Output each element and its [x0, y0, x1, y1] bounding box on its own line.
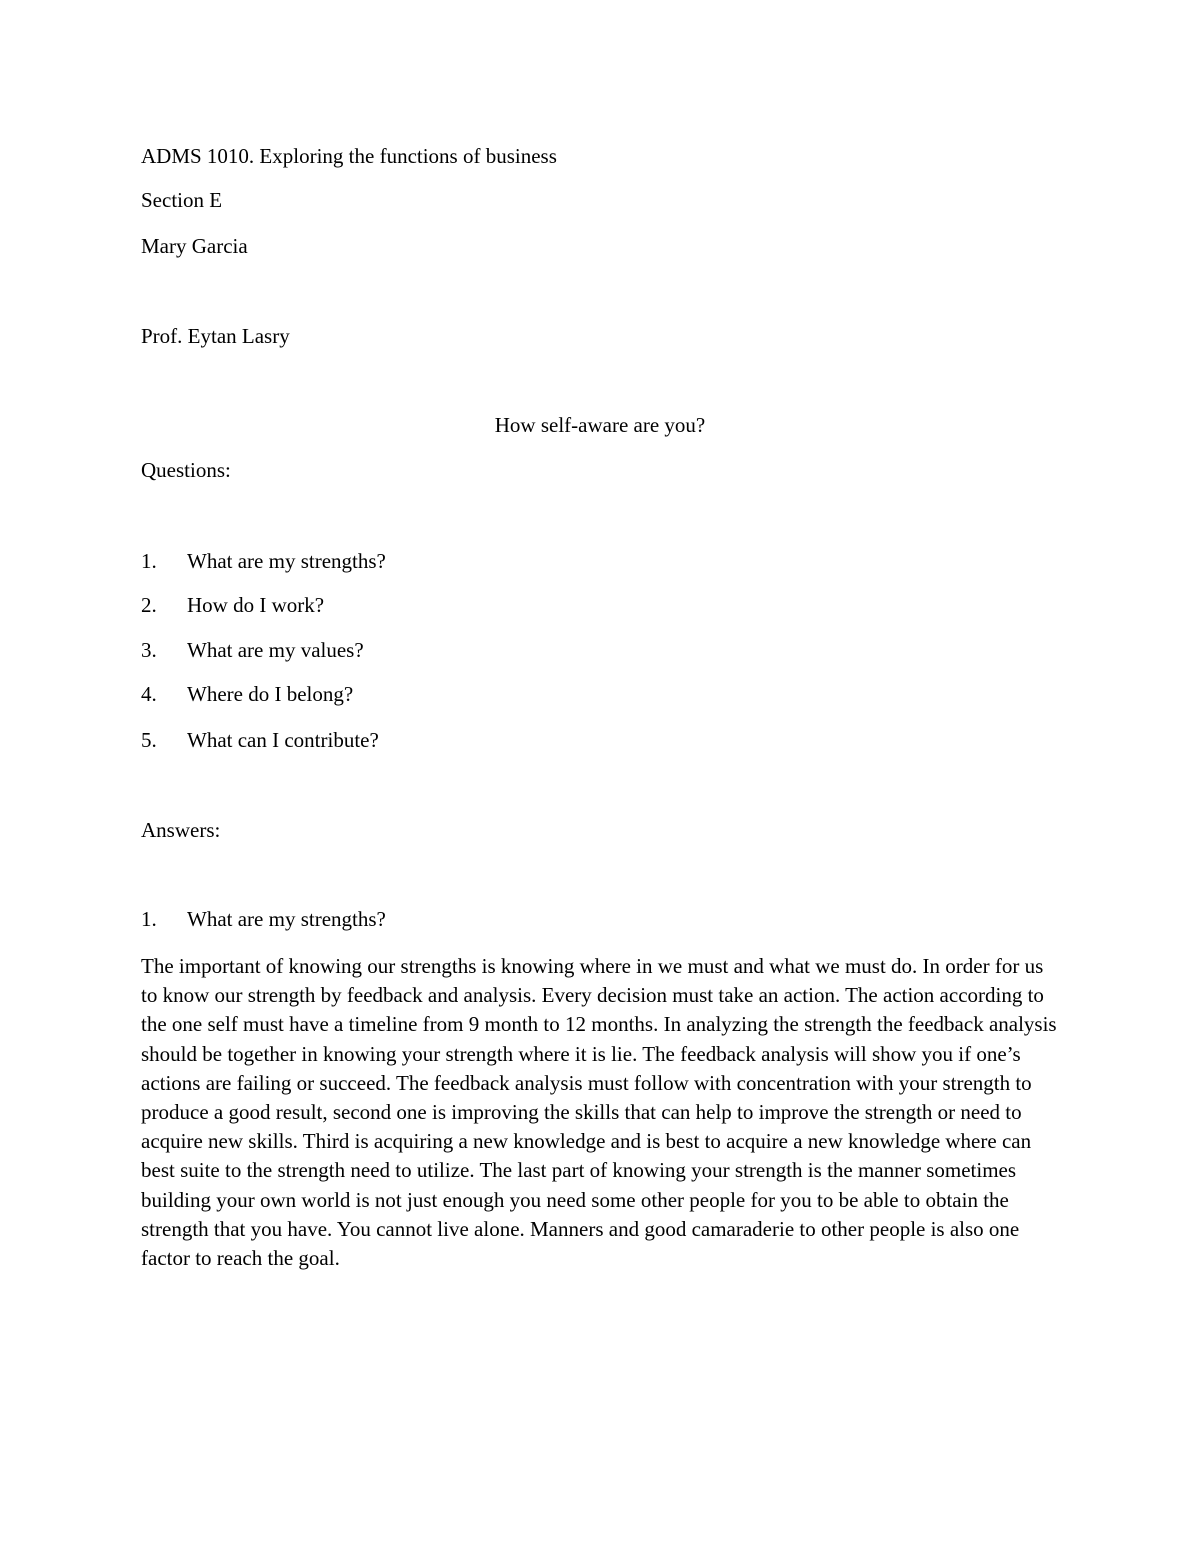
answer-question [141, 907, 386, 931]
section-label: Section E [141, 188, 223, 212]
list-item-number: 3. [141, 638, 157, 662]
questions-heading: Questions: [141, 458, 231, 482]
list-item-text: What are my values? [187, 638, 364, 662]
document-title: How self-aware are you? [494, 413, 706, 437]
list-item-text: What are my strengths? [187, 549, 386, 573]
answer-number: 1. [141, 907, 157, 931]
list-item [141, 682, 353, 706]
answer-question-text: What are my strengths? [187, 907, 386, 931]
list-item-number: 5. [141, 728, 157, 752]
list-item [141, 638, 364, 662]
list-item-text: What can I contribute? [187, 728, 379, 752]
list-item [141, 549, 386, 573]
list-item-number: 4. [141, 682, 157, 706]
list-item-number: 2. [141, 593, 157, 617]
course-title: ADMS 1010. Exploring the functions of business [141, 144, 557, 168]
professor-name: Prof. Eytan Lasry [141, 324, 290, 348]
answers-heading: Answers: [141, 818, 221, 842]
list-item-number: 1. [141, 549, 157, 573]
answer-paragraph: The important of knowing our strengths is knowing where in we must and what we must do. In order for us to know our strength by feedback and analysis. Every decision must take an action. The action according to the one self must have a timeline from 9 month to 12 months. In analyzing the strength the feedback analysis should be together in knowing your strength where it is lie. The feedback analysis will show you if one’s actions are failing or succeed. The feedback analysis must follow with concentration with your strength to produce a good result, second one is improving the skills that can help to improve the strength or need to acquire new skills. Third is acquiring a new knowledge and is best to acquire a new knowledge where can best suite to the strength need to utilize. The last part of knowing your strength is the manner sometimes building your own world is not just enough you need some other people for you to be able to obtain the strength that you have. You cannot live alone. Manners and good camaraderie to other people is also one factor to reach the goal. [141, 954, 1057, 1271]
list-item-text: How do I work? [187, 593, 325, 617]
list-item-text: Where do I belong? [187, 682, 354, 706]
list-item [141, 728, 379, 752]
student-name: Mary Garcia [141, 234, 248, 258]
list-item [141, 593, 324, 617]
